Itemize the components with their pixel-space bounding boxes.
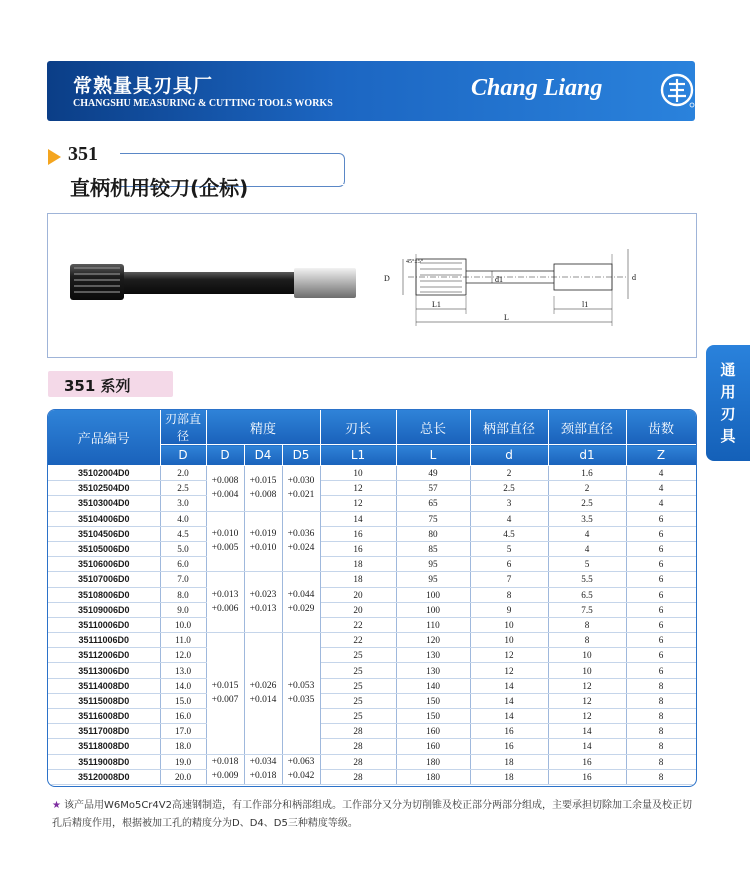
cell-total-len: 130	[396, 648, 470, 663]
cell-shank-dia: 8	[470, 587, 548, 602]
cell-teeth: 6	[626, 541, 696, 556]
tolerance-lower: +0.004	[211, 490, 239, 501]
table-row	[48, 466, 696, 481]
header-shank-dia-sym: d	[470, 445, 548, 466]
cell-neck-dia: 3.5	[548, 511, 626, 526]
cell-total-len: 130	[396, 663, 470, 678]
cell-total-len: 120	[396, 633, 470, 648]
cell-blade-len: 28	[320, 739, 396, 754]
table-row	[48, 587, 696, 602]
cell-blade-dia: 10.0	[160, 617, 206, 632]
cell-blade-dia: 4.0	[160, 511, 206, 526]
cell-neck-dia: 5	[548, 557, 626, 572]
tolerance-upper: +0.015	[249, 476, 277, 487]
cell-shank-dia: 2	[470, 466, 548, 481]
cell-tolerance-d	[206, 754, 244, 784]
cell-tolerance-d	[206, 511, 244, 572]
header-blade-len-sym: L1	[320, 445, 396, 466]
table-row	[48, 739, 696, 754]
cell-product-code: 35104506D0	[48, 526, 160, 541]
cell-product-code: 35102004D0	[48, 466, 160, 481]
tolerance-upper: +0.023	[249, 590, 277, 601]
cell-tolerance-d	[206, 466, 244, 512]
cell-total-len: 65	[396, 496, 470, 511]
cell-tolerance-d5	[282, 754, 320, 784]
label-L: L	[504, 313, 509, 322]
table-row	[48, 557, 696, 572]
cell-teeth: 8	[626, 754, 696, 769]
tolerance-lower: +0.008	[249, 490, 277, 501]
header-blade-dia-sym: D	[160, 445, 206, 466]
cell-product-code: 35110006D0	[48, 617, 160, 632]
cell-blade-len: 25	[320, 693, 396, 708]
cell-teeth: 6	[626, 587, 696, 602]
label-L1: L1	[432, 300, 441, 309]
cell-total-len: 180	[396, 769, 470, 784]
cell-shank-dia: 6	[470, 557, 548, 572]
cell-blade-len: 16	[320, 526, 396, 541]
cell-shank-dia: 4.5	[470, 526, 548, 541]
cell-tolerance-d4	[244, 466, 282, 512]
brand-name: Chang Liang	[471, 75, 603, 101]
company-name-en: CHANGSHU MEASURING & CUTTING TOOLS WORKS	[73, 98, 333, 109]
cell-neck-dia: 8	[548, 617, 626, 632]
cell-product-code: 35113006D0	[48, 663, 160, 678]
cell-shank-dia: 10	[470, 617, 548, 632]
series-label: 351 系列	[64, 377, 131, 395]
cell-tolerance-d5	[282, 633, 320, 755]
label-d: d	[632, 273, 636, 282]
cell-product-code: 35116008D0	[48, 709, 160, 724]
table-note	[48, 784, 696, 787]
cell-neck-dia: 2.5	[548, 496, 626, 511]
cell-total-len: 110	[396, 617, 470, 632]
cell-product-code: 35104006D0	[48, 511, 160, 526]
cell-product-code: 35109006D0	[48, 602, 160, 617]
cell-teeth: 8	[626, 709, 696, 724]
cell-tolerance-d4	[244, 572, 282, 633]
cell-blade-len: 25	[320, 709, 396, 724]
cell-blade-len: 28	[320, 724, 396, 739]
cell-teeth: 6	[626, 663, 696, 678]
cell-neck-dia: 10	[548, 663, 626, 678]
cell-product-code: 35115008D0	[48, 693, 160, 708]
cell-blade-len: 25	[320, 648, 396, 663]
header-teeth-sym: Z	[626, 445, 696, 466]
cell-blade-len: 25	[320, 663, 396, 678]
cell-total-len: 100	[396, 602, 470, 617]
cell-blade-dia: 14.0	[160, 678, 206, 693]
cell-tolerance-d4	[244, 754, 282, 784]
cell-blade-dia: 3.0	[160, 496, 206, 511]
cell-tolerance-d	[206, 633, 244, 755]
header-code: 产品编号	[48, 410, 160, 466]
cell-total-len: 95	[396, 557, 470, 572]
cell-shank-dia: 16	[470, 724, 548, 739]
tolerance-upper: +0.063	[287, 757, 315, 768]
company-name-cn: 常熟量具刃具厂	[73, 75, 214, 97]
tolerance-lower: +0.006	[211, 604, 239, 615]
cell-blade-dia: 16.0	[160, 709, 206, 724]
cell-total-len: 85	[396, 541, 470, 556]
cell-shank-dia: 14	[470, 693, 548, 708]
cell-teeth: 6	[626, 648, 696, 663]
cell-blade-dia: 19.0	[160, 754, 206, 769]
cell-product-code: 35114008D0	[48, 678, 160, 693]
cell-blade-dia: 2.5	[160, 481, 206, 496]
star-icon: ★	[52, 800, 61, 811]
cell-shank-dia: 12	[470, 663, 548, 678]
cell-blade-dia: 17.0	[160, 724, 206, 739]
cell-product-code: 35105006D0	[48, 541, 160, 556]
tolerance-upper: +0.034	[249, 757, 277, 768]
cell-neck-dia: 2	[548, 481, 626, 496]
spec-table-grid	[48, 410, 697, 787]
cell-blade-dia: 8.0	[160, 587, 206, 602]
cell-neck-dia: 7.5	[548, 602, 626, 617]
cell-teeth: 8	[626, 739, 696, 754]
cell-shank-dia: 18	[470, 769, 548, 784]
cell-shank-dia: 9	[470, 602, 548, 617]
cell-teeth: 8	[626, 724, 696, 739]
label-D: D	[384, 274, 390, 283]
tolerance-upper: +0.010	[211, 529, 239, 540]
cell-product-code: 35102504D0	[48, 481, 160, 496]
cell-neck-dia: 12	[548, 709, 626, 724]
cell-product-code: 35119008D0	[48, 754, 160, 769]
cell-blade-dia: 5.0	[160, 541, 206, 556]
table-row	[48, 678, 696, 693]
cell-neck-dia: 16	[548, 769, 626, 784]
title-bracket-gap	[280, 184, 344, 185]
header-blade-dia: 刃部直径	[160, 410, 206, 445]
tolerance-upper: +0.036	[287, 529, 315, 540]
side-tab-label: 通用刃具	[720, 361, 736, 445]
tolerance-lower: +0.009	[211, 771, 239, 782]
cell-total-len: 140	[396, 678, 470, 693]
cell-neck-dia: 6.5	[548, 587, 626, 602]
cell-shank-dia: 14	[470, 678, 548, 693]
cell-neck-dia: 16	[548, 754, 626, 769]
cell-shank-dia: 12	[470, 648, 548, 663]
cell-product-code: 35106006D0	[48, 557, 160, 572]
tolerance-lower: +0.014	[249, 695, 277, 706]
cell-product-code: 35108006D0	[48, 587, 160, 602]
tolerance-lower: +0.007	[211, 695, 239, 706]
cell-neck-dia: 4	[548, 541, 626, 556]
cell-blade-dia: 6.0	[160, 557, 206, 572]
cell-total-len: 75	[396, 511, 470, 526]
table-row	[48, 648, 696, 663]
table-row	[48, 602, 696, 617]
cell-blade-dia: 15.0	[160, 693, 206, 708]
table-row	[48, 754, 696, 769]
cell-blade-len: 20	[320, 602, 396, 617]
cell-total-len: 100	[396, 587, 470, 602]
tolerance-lower: +0.029	[287, 604, 315, 615]
cell-neck-dia: 12	[548, 693, 626, 708]
cell-total-len: 150	[396, 693, 470, 708]
cell-blade-len: 12	[320, 481, 396, 496]
table-row	[48, 541, 696, 556]
cell-total-len: 160	[396, 739, 470, 754]
cell-teeth: 6	[626, 526, 696, 541]
cell-teeth: 6	[626, 633, 696, 648]
cell-blade-len: 25	[320, 678, 396, 693]
cell-product-code: 35111006D0	[48, 633, 160, 648]
cell-total-len: 160	[396, 724, 470, 739]
table-row	[48, 481, 696, 496]
cell-teeth: 6	[626, 557, 696, 572]
label-l1: l1	[582, 300, 589, 309]
product-illustration	[48, 214, 696, 357]
cell-tolerance-d5	[282, 511, 320, 572]
cell-tolerance-d	[206, 572, 244, 633]
cell-total-len: 49	[396, 466, 470, 481]
tolerance-lower: +0.042	[287, 771, 315, 782]
tolerance-upper: +0.013	[211, 590, 239, 601]
cell-teeth: 8	[626, 678, 696, 693]
cell-teeth: 6	[626, 511, 696, 526]
cell-blade-dia: 2.0	[160, 466, 206, 481]
table-row	[48, 496, 696, 511]
cell-shank-dia: 3	[470, 496, 548, 511]
cell-tolerance-d5	[282, 466, 320, 512]
table-row	[48, 633, 696, 648]
tolerance-upper: +0.018	[211, 757, 239, 768]
tolerance-upper: +0.026	[249, 681, 277, 692]
cell-neck-dia: 14	[548, 724, 626, 739]
cell-shank-dia: 18	[470, 754, 548, 769]
title-arrow-icon	[48, 149, 61, 165]
cell-teeth: 4	[626, 466, 696, 481]
tolerance-upper: +0.015	[211, 681, 239, 692]
reamer-drawing	[403, 249, 628, 326]
cell-total-len: 95	[396, 572, 470, 587]
cell-blade-len: 20	[320, 587, 396, 602]
table-row	[48, 617, 696, 632]
product-description	[52, 797, 700, 833]
tolerance-upper: +0.030	[287, 476, 315, 487]
cell-neck-dia: 8	[548, 633, 626, 648]
cell-product-code: 35103004D0	[48, 496, 160, 511]
cell-teeth: 6	[626, 617, 696, 632]
table-row	[48, 724, 696, 739]
table-row	[48, 693, 696, 708]
header-total-len-sym: L	[396, 445, 470, 466]
cell-blade-len: 28	[320, 754, 396, 769]
cell-total-len: 150	[396, 709, 470, 724]
product-name-title: 直柄机用铰刀(企标)	[70, 176, 249, 200]
tolerance-lower: +0.021	[287, 490, 315, 501]
cell-total-len: 57	[396, 481, 470, 496]
cell-blade-len: 12	[320, 496, 396, 511]
header-neck-dia: 颈部直径	[548, 410, 626, 445]
tolerance-upper: +0.019	[249, 529, 277, 540]
cell-blade-dia: 18.0	[160, 739, 206, 754]
cell-shank-dia: 7	[470, 572, 548, 587]
cell-blade-len: 22	[320, 617, 396, 632]
cell-teeth: 4	[626, 496, 696, 511]
label-d1: d1	[495, 275, 503, 284]
cell-teeth: 4	[626, 481, 696, 496]
header-banner	[47, 61, 695, 121]
tolerance-lower: +0.013	[249, 604, 277, 615]
tolerance-upper: +0.053	[287, 681, 315, 692]
tolerance-upper: +0.008	[211, 476, 239, 487]
cell-teeth: 8	[626, 693, 696, 708]
cell-blade-len: 16	[320, 541, 396, 556]
cell-neck-dia: 12	[548, 678, 626, 693]
cell-blade-len: 18	[320, 557, 396, 572]
header-teeth: 齿数	[626, 410, 696, 445]
cell-neck-dia: 4	[548, 526, 626, 541]
cell-shank-dia: 2.5	[470, 481, 548, 496]
cell-shank-dia: 16	[470, 739, 548, 754]
cell-blade-len: 18	[320, 572, 396, 587]
cell-blade-dia: 4.5	[160, 526, 206, 541]
cell-blade-len: 14	[320, 511, 396, 526]
cell-tolerance-d4	[244, 511, 282, 572]
table-row	[48, 572, 696, 587]
cell-blade-dia: 11.0	[160, 633, 206, 648]
cell-product-code: 35120008D0	[48, 769, 160, 784]
cell-blade-dia: 12.0	[160, 648, 206, 663]
series-tag	[48, 371, 173, 397]
tolerance-lower: +0.010	[249, 543, 277, 554]
header-precision-d5: D5	[282, 445, 320, 466]
cell-shank-dia: 10	[470, 633, 548, 648]
header-shank-dia: 柄部直径	[470, 410, 548, 445]
table-row	[48, 526, 696, 541]
tolerance-lower: +0.005	[211, 543, 239, 554]
cell-blade-len: 10	[320, 466, 396, 481]
cell-tolerance-d5	[282, 572, 320, 633]
cell-blade-len: 28	[320, 769, 396, 784]
label-taper: 45°±5°	[406, 259, 424, 265]
spec-table	[47, 409, 697, 787]
brand-logo-icon	[659, 72, 695, 108]
header-precision: 精度	[206, 410, 320, 445]
cell-teeth: 6	[626, 602, 696, 617]
cell-shank-dia: 14	[470, 709, 548, 724]
header-neck-dia-sym: d1	[548, 445, 626, 466]
cell-neck-dia: 10	[548, 648, 626, 663]
cell-shank-dia: 4	[470, 511, 548, 526]
cell-neck-dia: 1.6	[548, 466, 626, 481]
header-total-len: 总长	[396, 410, 470, 445]
cell-product-code: 35118008D0	[48, 739, 160, 754]
cell-teeth: 8	[626, 769, 696, 784]
cell-teeth: 6	[626, 572, 696, 587]
cell-product-code: 35107006D0	[48, 572, 160, 587]
cell-blade-dia: 9.0	[160, 602, 206, 617]
cell-product-code: 35117008D0	[48, 724, 160, 739]
table-row	[48, 663, 696, 678]
cell-shank-dia: 5	[470, 541, 548, 556]
tolerance-lower: +0.024	[287, 543, 315, 554]
reamer-photo	[70, 264, 356, 300]
cell-neck-dia: 5.5	[548, 572, 626, 587]
cell-product-code: 35112006D0	[48, 648, 160, 663]
table-row	[48, 709, 696, 724]
header-blade-len: 刃长	[320, 410, 396, 445]
cell-tolerance-d4	[244, 633, 282, 755]
table-row	[48, 511, 696, 526]
cell-neck-dia: 14	[548, 739, 626, 754]
tolerance-lower: +0.035	[287, 695, 315, 706]
cell-blade-len: 22	[320, 633, 396, 648]
cell-blade-dia: 20.0	[160, 769, 206, 784]
cell-blade-dia: 13.0	[160, 663, 206, 678]
cell-total-len: 180	[396, 754, 470, 769]
side-tab-category[interactable]	[706, 345, 750, 461]
product-code-title: 351	[68, 143, 98, 165]
header-precision-d: D	[206, 445, 244, 466]
table-row	[48, 769, 696, 784]
cell-blade-dia: 7.0	[160, 572, 206, 587]
header-precision-d4: D4	[244, 445, 282, 466]
product-image-panel	[47, 213, 697, 358]
tolerance-lower: +0.018	[249, 771, 277, 782]
description-text: 该产品用W6Mo5Cr4V2高速钢制造，有工作部分和柄部组成。工作部分又分为切削锥及校正部分两部分组成，主要承担切除加工余量及校正切孔后精度作用，根据被加工孔的精度分为D、D4、D5三种精度等级。	[52, 800, 692, 829]
tolerance-upper: +0.044	[287, 590, 315, 601]
cell-total-len: 80	[396, 526, 470, 541]
